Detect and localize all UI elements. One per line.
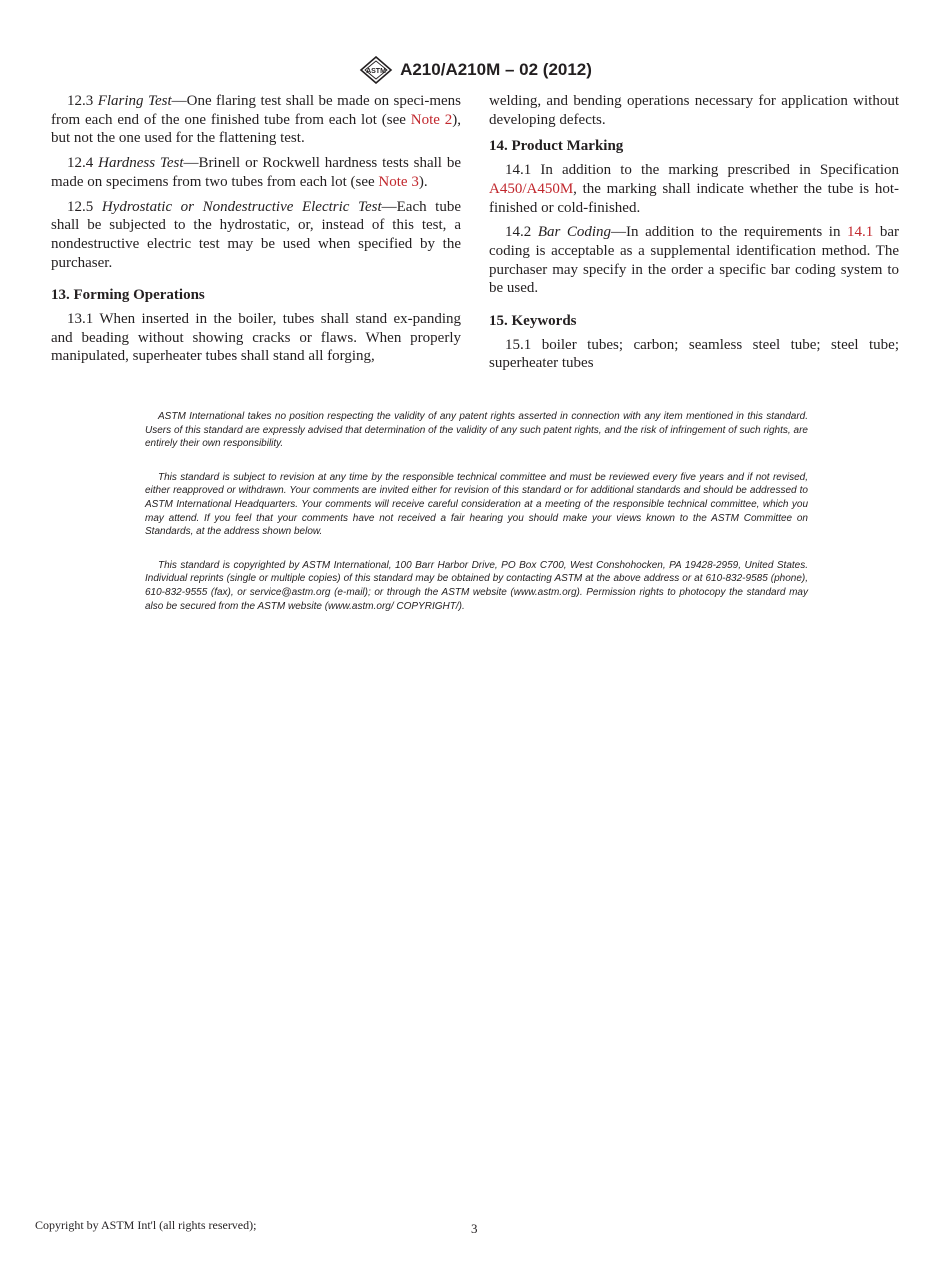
page-number: 3 — [471, 1221, 478, 1236]
note-2-link[interactable]: Note 2 — [410, 111, 453, 128]
left-column — [51, 92, 461, 372]
hydrostatic-test-title: Hydrostatic or Nondestructive Electric Test — [101, 198, 382, 215]
astm-logo-icon — [358, 56, 394, 84]
standard-designation: A210/A210M – 02 (2012) — [400, 60, 592, 79]
paragraph-12-4: 12.4 Hardness Test—Brinell or Rockwell hardness tests shall be made on specimens from two tubes from each lot (see Note 3). — [51, 155, 461, 190]
standard-notes — [145, 410, 808, 633]
paragraph-12-5: 12.5 Hydrostatic or Nondestructive Electric Test—Each tube shall be subjected to the hydrostatic, or, instead of this test, a nondestructive electric test may be used when specified by the purchaser. — [51, 198, 461, 271]
hardness-test-title: Hardness Test — [98, 155, 184, 172]
page-header — [0, 56, 950, 84]
paragraph-13-1: 13.1 When inserted in the boiler, tubes shall stand ex-panding and beading without showing cracks or flaws. When properly manipulated, superheater tubes shall stand all forging, — [51, 311, 461, 365]
section-15-heading: 15. Keywords — [489, 313, 577, 330]
section-14-1-link[interactable]: 14.1 — [847, 224, 874, 241]
patent-rights-note: ASTM International takes no position respecting the validity of any patent rights asserted in connection with any item mentioned in this standard. Users of this standard are expressly advised that determination of the validity of any such patent rights, and the risk of infringement of such rights, are entirely their own responsibility. — [145, 411, 808, 450]
bar-coding-title: Bar Coding — [537, 224, 612, 241]
paragraph-14-2: 14.2 Bar Coding—In addition to the requirements in 14.1 bar coding is acceptable as a supplemental identification method. The purchaser may specify in the order a specific bar coding system to be used. — [489, 224, 899, 297]
svg-text:ASTM: ASTM — [366, 68, 386, 75]
paragraph-15-1: 15.1 boiler tubes; carbon; seamless steel tube; steel tube; superheater tubes — [489, 336, 899, 372]
paragraph-14-1: 14.1 In addition to the marking prescribed in Specification A450/A450M, the marking shall indicate whether the tube is hot-finished or cold-finished. — [489, 162, 899, 216]
footer-copyright: Copyright by ASTM Int'l (all rights reserved); — [35, 1218, 257, 1232]
section-13-heading: 13. Forming Operations — [51, 287, 205, 304]
section-14-heading: 14. Product Marking — [489, 138, 624, 155]
right-column — [489, 92, 899, 379]
flaring-test-title: Flaring Test — [97, 93, 172, 109]
revision-note: This standard is subject to revision at any time by the responsible technical committee and must be reviewed every five years and if not revised, either reapproved or withdrawn. Your comments are invited either for revision of this standard or for additional standards and should be addressed to ASTM International Headquarters. Your comments will receive careful consideration at a meeting of the responsible technical committee, which you may attend. If you feel that your comments have not received a fair hearing you should make your views known to the ASTM Committee on Standards, at the address shown below. — [145, 471, 808, 538]
a450-spec-link[interactable]: A450/A450M — [489, 180, 574, 197]
paragraph-13-1-continued: welding, and bending operations necessary for application without developing defects. — [489, 93, 899, 128]
paragraph-12-3: 12.3 Flaring Test—One flaring test shall be made on speci-mens from each end of the one finished tube from each lot (see Note 2), but not the one used for the flattening test. — [51, 93, 462, 147]
copyright-note: This standard is copyrighted by ASTM International, 100 Barr Harbor Drive, PO Box C700, West Conshohocken, PA 19428-2959, United States. Individual reprints (single or multiple copies) of this standard may be obtained by contacting ASTM at the above address or at 610-832-9585 (phone), 610-832-9555 (fax), or service@astm.org (e-mail); or through the ASTM website (www.astm.org). Permission rights to photocopy the standard may also be secured from the ASTM website (www.astm.org/ COPYRIGHT/). — [145, 559, 808, 612]
note-3-link[interactable]: Note 3 — [378, 173, 419, 190]
